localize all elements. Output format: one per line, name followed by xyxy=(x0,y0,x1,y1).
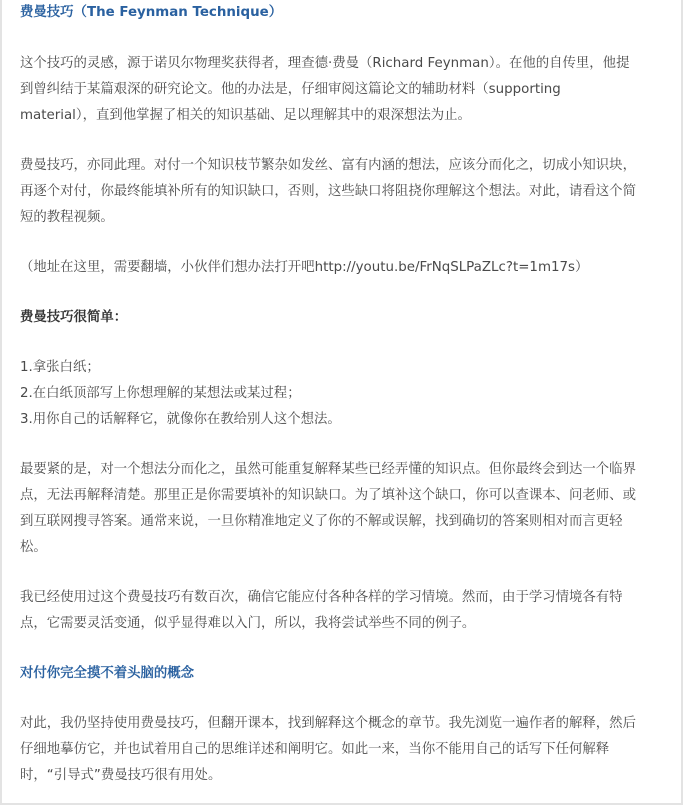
paragraph-line: 时，“引导式”费曼技巧很有用处。 xyxy=(20,768,222,783)
paragraph-line: 短的教程视频。 xyxy=(20,210,114,225)
steps-list xyxy=(20,355,671,433)
paragraph-line: 松。 xyxy=(20,540,47,555)
subheading-text: 费曼技巧很简单： xyxy=(20,310,128,325)
paragraph-line: 最要紧的是，对一个想法分而化之，虽然可能重复解释某些已经弄懂的知识点。但你最终会到达一个临界 xyxy=(20,462,636,477)
paragraph-line: 点，它需要灵活变通，似乎显得难以入门，所以，我将尝试举些不同的例子。 xyxy=(20,616,476,631)
paragraph-5 xyxy=(20,585,671,637)
paragraph-video-link xyxy=(20,255,671,281)
article-title xyxy=(20,0,671,26)
paragraph-1 xyxy=(20,51,671,129)
paragraph-line: 再逐个对付，你最终能填补所有的知识缺口，否则，这些缺口将阻挠你理解这个想法。对此，请看这个简 xyxy=(20,184,636,199)
paragraph-line: 点，无法再解释清楚。那里正是你需要填补的知识缺口。为了填补这个缺口，你可以查课本、问老师、或 xyxy=(20,488,636,503)
paragraph-line: 到曾纠结于某篇艰深的研究论文。他的办法是，仔细审阅这篇论文的辅助材料（supporting xyxy=(20,82,561,97)
list-item: 2.在白纸顶部写上你想理解的某想法或某过程； xyxy=(20,386,301,401)
paragraph-line: material），直到他掌握了相关的知识基础、足以理解其中的艰深想法为止。 xyxy=(20,108,471,123)
subheading-unfamiliar-concept xyxy=(20,661,671,687)
paragraph-line: 费曼技巧，亦同此理。对付一个知识枝节繁杂如发丝、富有内涵的想法，应该分而化之，切成小知识块， xyxy=(20,158,636,173)
paragraph-line: 到互联网搜寻答案。通常来说，一旦你精准地定义了你的不解或误解，找到确切的答案则相对而言更轻 xyxy=(20,514,623,529)
subheading-simple xyxy=(20,305,671,331)
paragraph-line: 仔细地摹仿它，并也试着用自己的思维详述和阐明它。如此一来，当你不能用自己的话写下任何解释 xyxy=(20,742,610,757)
subheading-text: 对付你完全摸不着头脑的概念 xyxy=(20,666,195,681)
paragraph-line: 我已经使用过这个费曼技巧有数百次，确信它能应付各种各样的学习情境。然而，由于学习情境各有特 xyxy=(20,590,623,605)
paragraph-2 xyxy=(20,153,671,231)
list-item: 1.拿张白纸； xyxy=(20,360,100,375)
paragraph-4 xyxy=(20,457,671,561)
list-item: 3.用你自己的话解释它，就像你在教给别人这个想法。 xyxy=(20,412,341,427)
paragraph-6 xyxy=(20,711,671,789)
video-link-text: （地址在这里，需要翻墙，小伙伴们想办法打开吧http://youtu.be/FrNqSLPaZLc?t=1m17s） xyxy=(20,260,589,275)
paragraph-line: 对此，我仍坚持使用费曼技巧，但翻开课本，找到解释这个概念的章节。我先浏览一遍作者的解释，然后 xyxy=(20,716,636,731)
paragraph-line: 这个技巧的灵感，源于诺贝尔物理奖获得者，理查德·费曼（Richard Feynman）。在他的自传里，他提 xyxy=(20,56,630,71)
article-title-text: 费曼技巧（The Feynman Technique） xyxy=(20,5,283,20)
